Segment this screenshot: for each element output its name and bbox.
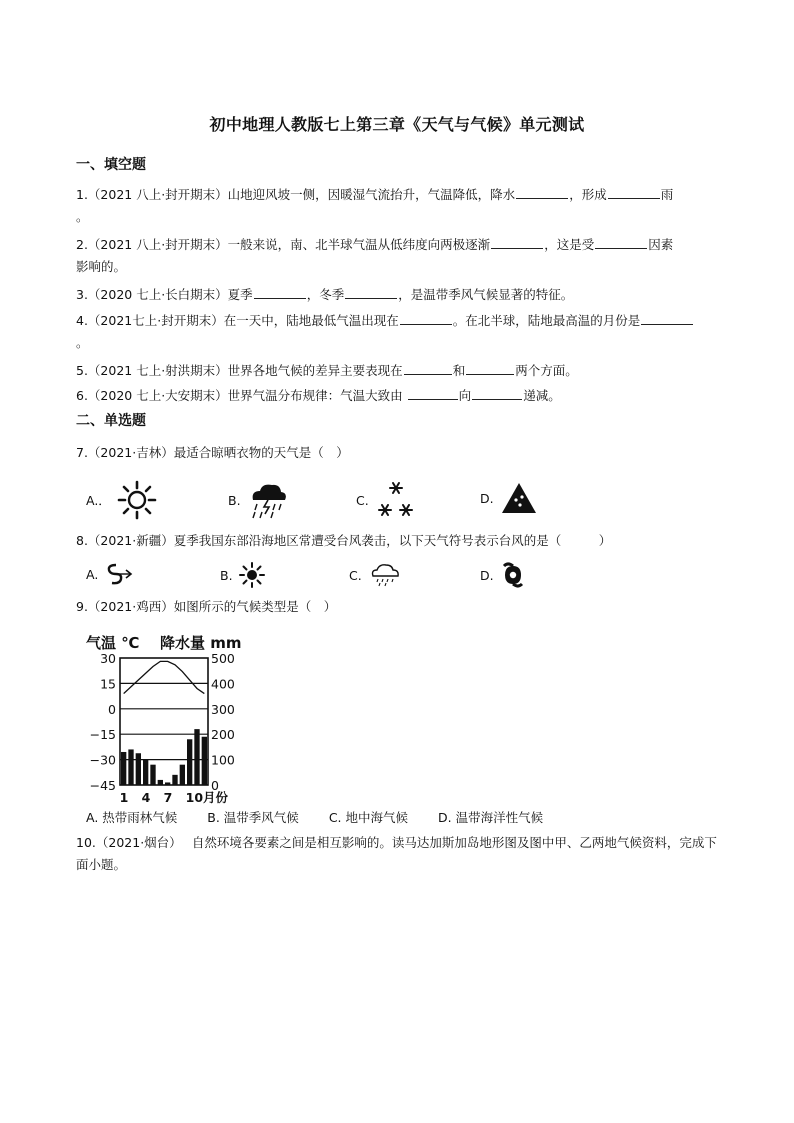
precipitation-bar <box>180 765 185 785</box>
x-tick-label: 10月份 <box>185 790 229 805</box>
precipitation-bar <box>194 729 199 785</box>
x-tick-label: 7 <box>163 790 173 805</box>
question-7-options <box>86 480 726 508</box>
question-8: 8.（2021·新疆）夏季我国东部沿海地区常遭受台风袭击，以下天气符号表示台风的是（ ） <box>76 533 612 548</box>
choice-b[interactable]: B. 温带季风气候 <box>207 810 299 825</box>
precipitation-tick-label: 100 <box>211 752 235 768</box>
wind-arrow-icon <box>104 562 134 586</box>
precipitation-bar <box>128 749 133 785</box>
choice-d[interactable]: D. 温带海洋性气候 <box>438 810 544 825</box>
question-6: 6.（2020 七上·大安期末）世界气温分布规律：气温大致由 向 递减。 <box>76 385 720 407</box>
answer-blank[interactable] <box>595 234 647 249</box>
answer-blank[interactable] <box>516 184 568 199</box>
rain-cloud-icon <box>368 562 402 588</box>
question-7: 7.（2021·吉林）最适合晾晒衣物的天气是（ ） <box>76 445 349 460</box>
question-1: 1.（2021 八上·封开期末）山地迎风坡一侧，因暖湿气流抬升，气温降低，降水 ，形成 雨 。 <box>76 184 720 228</box>
sun-icon <box>239 562 265 588</box>
thunderstorm-icon <box>247 480 289 520</box>
temperature-tick-label: 15 <box>100 676 116 692</box>
answer-blank[interactable] <box>466 360 514 375</box>
precipitation-tick-label: 500 <box>211 651 235 666</box>
question-10: 10.（2021·烟台） 自然环境各要素之间是相互影响的。读马达加斯加岛地形图及图中甲、乙两地气候资料，完成下面小题。 <box>76 835 717 872</box>
answer-blank[interactable] <box>404 360 452 375</box>
question-3: 3.（2020 七上·长白期末）夏季 ，冬季 ，是温带季风气候显著的特征。 <box>76 284 720 306</box>
precipitation-bar <box>143 760 148 785</box>
temperature-tick-label: 30 <box>100 651 116 666</box>
precipitation-axis-title: 降水量 mm <box>160 634 242 652</box>
option-c[interactable]: C. <box>349 562 402 588</box>
answer-blank[interactable] <box>254 284 306 299</box>
choice-c[interactable]: C. 地中海气候 <box>328 810 408 825</box>
precipitation-bar <box>202 737 207 785</box>
precipitation-bar <box>150 765 155 785</box>
answer-blank[interactable] <box>400 310 452 325</box>
answer-blank[interactable] <box>472 385 522 400</box>
precipitation-tick-label: 300 <box>211 701 235 717</box>
option-d[interactable]: D. <box>480 480 538 516</box>
snow-icon <box>375 480 415 520</box>
page-title: 初中地理人教版七上第三章《天气与气候》单元测试 <box>209 115 585 134</box>
precipitation-bar <box>136 753 141 785</box>
option-c[interactable]: C. <box>356 480 415 520</box>
precipitation-tick-label: 0 <box>211 778 219 793</box>
precipitation-tick-label: 200 <box>211 727 235 743</box>
sun-icon <box>117 480 157 520</box>
precipitation-bar <box>165 782 170 785</box>
climate-chart <box>84 628 244 808</box>
x-tick-label: 4 <box>141 790 151 805</box>
section-fill-in: 一、填空题 <box>76 157 146 173</box>
answer-blank[interactable] <box>491 234 543 249</box>
option-b[interactable]: B. <box>228 480 289 520</box>
temperature-axis-title: 气温 ℃ <box>86 634 140 652</box>
temperature-line <box>124 661 205 693</box>
temperature-tick-label: −45 <box>89 778 116 793</box>
sandstorm-icon <box>500 480 538 516</box>
option-a[interactable]: A. <box>86 562 134 586</box>
question-8-options <box>86 562 726 590</box>
precipitation-bar <box>187 739 192 785</box>
answer-blank[interactable] <box>345 284 397 299</box>
option-a[interactable]: A.． <box>86 480 157 520</box>
question-5: 5.（2021 七上·射洪期末）世界各地气候的差异主要表现在 和 两个方面。 <box>76 360 720 382</box>
choice-a[interactable]: A. 热带雨林气候 <box>86 810 178 825</box>
question-9: 9.（2021·鸡西）如图所示的气候类型是（ ） <box>76 599 337 614</box>
answer-blank[interactable] <box>408 385 458 400</box>
precipitation-bar <box>158 780 163 785</box>
answer-blank[interactable] <box>641 310 693 325</box>
temperature-tick-label: 0 <box>108 701 116 717</box>
x-tick-label: 1 <box>119 790 129 805</box>
option-d[interactable]: D. <box>480 562 526 588</box>
answer-blank[interactable] <box>608 184 660 199</box>
question-2: 2.（2021 八上·封开期末）一般来说，南、北半球气温从低纬度向两极逐渐 ，这是受 因素 影响的。 <box>76 234 720 278</box>
precipitation-bar <box>172 775 177 785</box>
option-b[interactable]: B. <box>220 562 265 588</box>
question-9-choices <box>86 808 543 826</box>
precipitation-tick-label: 400 <box>211 676 235 692</box>
precipitation-bar <box>121 752 126 785</box>
section-single-choice: 二、单选题 <box>76 413 146 429</box>
temperature-tick-label: −30 <box>89 752 116 768</box>
question-4: 4.（2021七上·封开期末）在一天中，陆地最低气温出现在 。在北半球，陆地最高温的月份是 。 <box>76 310 720 354</box>
typhoon-icon <box>500 562 526 588</box>
temperature-tick-label: −15 <box>89 727 116 743</box>
